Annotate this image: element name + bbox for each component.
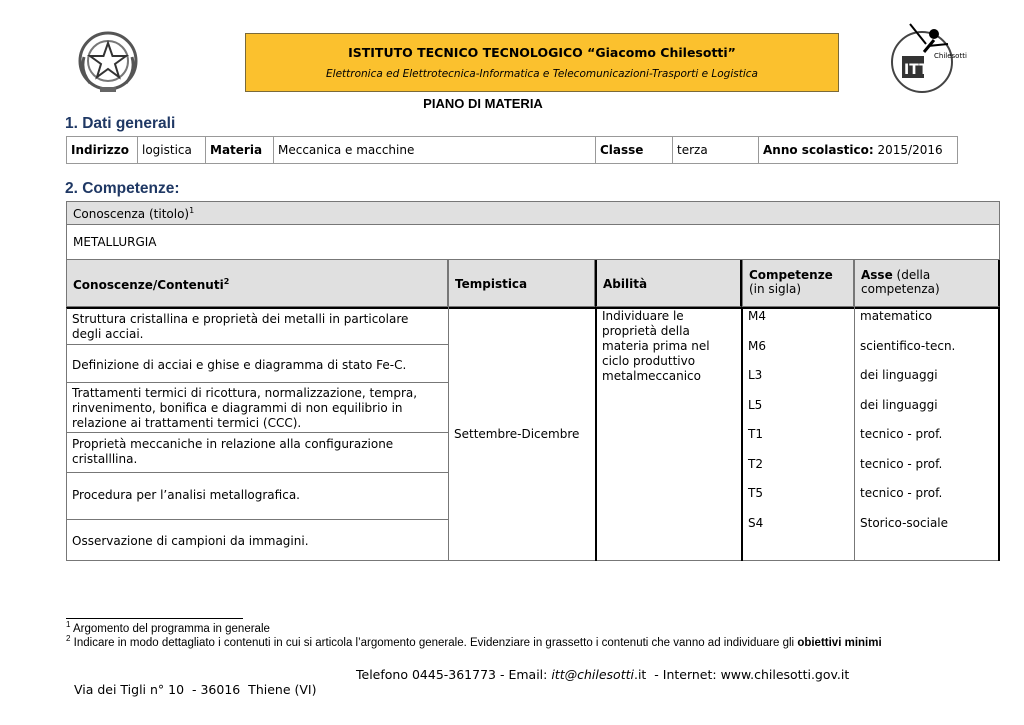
conoscenza-value-row	[66, 225, 1000, 260]
institute-subtitle: Elettronica ed Elettrotecnica-Informatica e Telecomunicazioni-Trasporti e Logistica	[326, 68, 758, 80]
anno-label: Anno scolastico:	[763, 143, 874, 157]
competenza-sigla: M4	[748, 309, 766, 323]
header-asse	[854, 260, 1000, 307]
competenza-sigla: M6	[748, 339, 766, 353]
header-conoscenze-label: Conoscenze/Contenuti	[73, 278, 224, 292]
competenza-sigla: T2	[748, 457, 763, 471]
institute-name: ISTITUTO TECNICO TECNOLOGICO “Giacomo Chilesotti”	[348, 45, 736, 60]
contenuto-item: Osservazione di campioni da immagini.	[72, 534, 309, 548]
materia-value: Meccanica e macchine	[274, 137, 596, 164]
tempistica-value: Settembre-Dicembre	[454, 427, 580, 441]
header-asse-sub1: (della	[892, 268, 931, 282]
logo-right-text: Chilesotti	[934, 52, 967, 60]
general-data-table	[66, 136, 958, 164]
asse-value: tecnico - prof.	[860, 427, 943, 441]
footnote-2-text: Indicare in modo dettagliato i contenuti in cui si articola l’argomento generale. Evidenziare in grassetto i contenuti che vanno ad individuare gli	[70, 637, 798, 649]
competenza-sigla: T1	[748, 427, 763, 441]
competenza-sigla: S4	[748, 516, 764, 530]
address-contacts	[356, 667, 849, 682]
school-address	[66, 667, 850, 712]
asse-value: dei linguaggi	[860, 398, 938, 412]
divider	[67, 344, 448, 345]
republic-emblem-icon	[76, 27, 140, 95]
institute-header	[245, 33, 839, 92]
asse-value: tecnico - prof.	[860, 457, 943, 471]
divider	[67, 519, 448, 520]
address-left: Via dei Tigli n° 10 - 36016 Thiene (VI)	[73, 682, 317, 697]
contenuto-item: Procedura per l’analisi metallografica.	[72, 488, 300, 502]
address-phone: Telefono 0445-361773 - Email:	[356, 667, 552, 682]
divider	[67, 382, 448, 383]
asse-value: matematico	[860, 309, 933, 323]
footnote-2-number: 2	[66, 634, 71, 644]
header-competenze-label: Competenze	[749, 268, 833, 282]
classe-value: terza	[673, 137, 759, 164]
contenuto-item: Trattamenti termici di ricottura, normalizzazione, tempra, rinvenimento, bonifica e diagrammi di non equilibrio in relazione ai trattamenti termici (CCC).	[72, 386, 418, 430]
competenza-sigla: T5	[748, 486, 763, 500]
document-title: PIANO DI MATERIA	[423, 96, 543, 111]
materia-label: Materia	[206, 137, 274, 164]
footnote-ref-2: 2	[223, 277, 230, 286]
asse-value: dei linguaggi	[860, 368, 938, 382]
indirizzo-label: Indirizzo	[67, 137, 138, 164]
competenze-table	[66, 201, 1000, 561]
asse-value: scientifico-tecn.	[860, 339, 956, 353]
footnote-1-text: Argomento del programma in generale	[70, 623, 270, 635]
header-abilita: Abilità	[595, 260, 742, 307]
footnote-2-bold: obiettivi minimi	[797, 637, 882, 649]
competenza-sigla: L5	[748, 398, 763, 412]
contenuto-item: Struttura cristallina e proprietà dei metalli in particolare degli acciai.	[72, 312, 409, 341]
header-tempistica: Tempistica	[448, 260, 595, 307]
header-competenze-sub: (in sigla)	[749, 282, 802, 296]
divider	[67, 472, 448, 473]
header-asse-label: Asse	[861, 268, 893, 282]
address-email[interactable]: itt@chilesotti	[551, 667, 634, 682]
address-website[interactable]: .it - Internet: www.chilesotti.gov.it	[633, 667, 850, 682]
footnote-1	[66, 620, 946, 636]
footnote-ref-1: 1	[189, 206, 195, 215]
conoscenza-label: Conoscenza (titolo)	[73, 207, 190, 221]
conoscenza-value: METALLURGIA	[73, 235, 157, 249]
divider	[67, 432, 448, 433]
section-heading-dati-generali: 1. Dati generali	[65, 115, 176, 132]
header-conoscenze	[66, 260, 448, 307]
footnote-2	[66, 634, 946, 650]
section-heading-competenze: 2. Competenze:	[65, 180, 180, 197]
asse-value: Storico-sociale	[860, 516, 949, 530]
footnote-1-number: 1	[66, 620, 71, 630]
header-competenze	[742, 260, 854, 307]
abilita-value: Individuare le proprietà della materia prima nel ciclo produttivo metalmeccanico	[602, 309, 710, 383]
svg-text:ITT: ITT	[904, 62, 929, 78]
divider	[998, 307, 1000, 561]
conoscenza-title-row	[66, 201, 1000, 225]
anno-value: 2015/2016	[877, 143, 943, 157]
contenuto-item: Definizione di acciai e ghise e diagramma di stato Fe-C.	[72, 358, 407, 372]
footnote-separator	[66, 618, 243, 619]
header-asse-sub2: competenza)	[861, 282, 940, 296]
asse-value: tecnico - prof.	[860, 486, 943, 500]
classe-label: Classe	[596, 137, 673, 164]
indirizzo-value: logistica	[138, 137, 206, 164]
contenuto-item: Proprietà meccaniche in relazione alla configurazione cristalllina.	[72, 437, 394, 466]
anno-scolastico-cell	[759, 137, 958, 164]
competenza-sigla: L3	[748, 368, 763, 382]
